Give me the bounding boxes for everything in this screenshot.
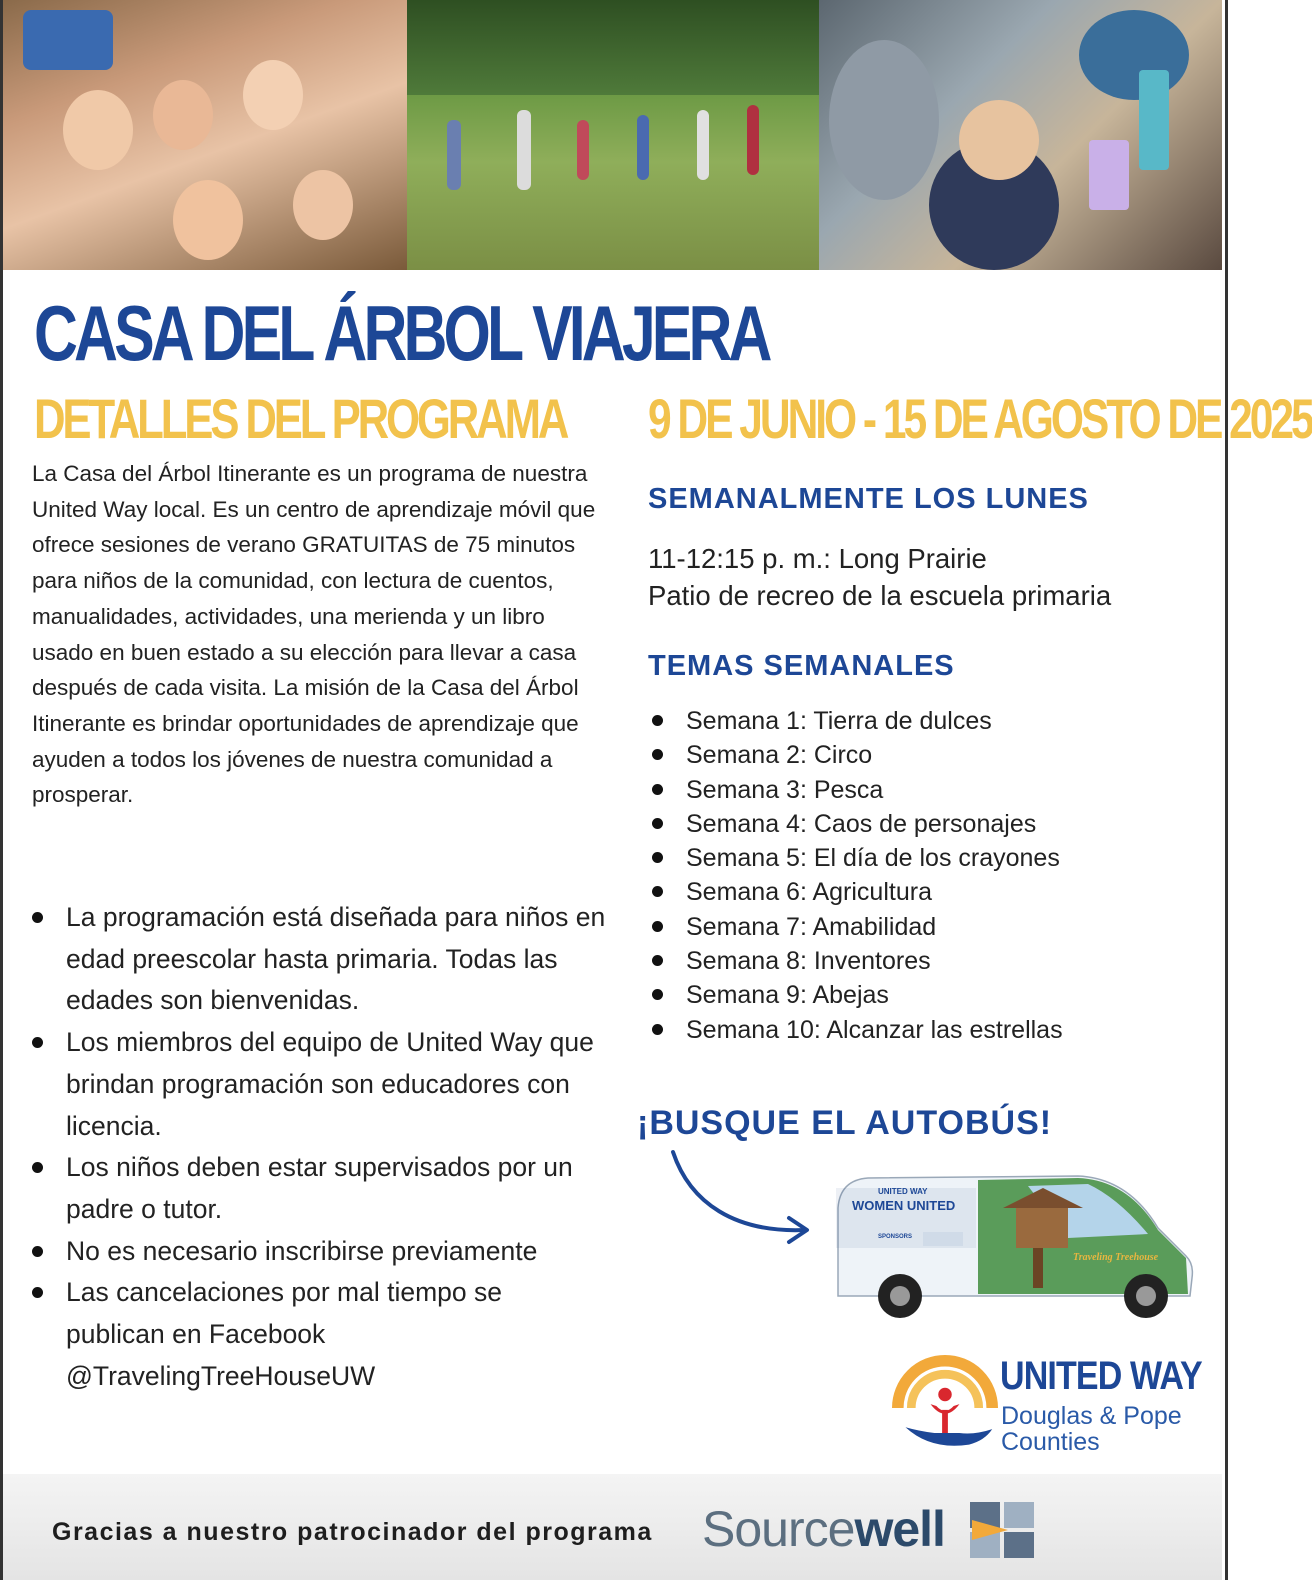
van-label-women-united: WOMEN UNITED bbox=[852, 1198, 956, 1213]
sponsor-thanks: Gracias a nuestro patrocinador del programa bbox=[52, 1518, 653, 1546]
list-item: Semana 7: Amabilidad bbox=[648, 910, 1063, 944]
list-item: No es necesario inscribirse previamente bbox=[32, 1231, 607, 1273]
united-way-region-line2: Counties bbox=[1001, 1428, 1100, 1456]
united-way-region-line1: Douglas & Pope bbox=[1001, 1402, 1182, 1430]
united-way-name: UNITED WAY bbox=[1000, 1354, 1202, 1398]
sponsor-logo-text bbox=[702, 1500, 945, 1558]
van-label-sponsors: SPONSORS bbox=[878, 1234, 913, 1240]
list-item: Semana 4: Caos de personajes bbox=[648, 807, 1063, 841]
photo-crafts bbox=[819, 0, 1222, 270]
themes-heading: TEMAS SEMANALES bbox=[648, 650, 955, 682]
list-item: Semana 5: El día de los crayones bbox=[648, 841, 1063, 875]
van-label-traveling-treehouse: Traveling Treehouse bbox=[1073, 1252, 1159, 1263]
program-details-heading: DETALLES DEL PROGRAMA bbox=[34, 387, 567, 450]
program-description: La Casa del Árbol Itinerante es un programa de nuestra United Way local. Es un centro de aprendizaje móvil que ofrece sesiones de verano GRATUITAS de 75 minutos para niños de la comunidad, con lectura de cuentos, manualidades, actividades, una merienda y un libro usado en buen estado a su elección para llevar a casa después de cada visita. La misión de la Casa del Árbol Itinerante es brindar oportunidades de aprendizaje que ayuden a todos los jóvenes de nuestra comunidad a prosperar. bbox=[32, 461, 596, 808]
list-item: Semana 6: Agricultura bbox=[648, 875, 1063, 909]
list-item: Semana 1: Tierra de dulces bbox=[648, 704, 1063, 738]
list-item: Semana 3: Pesca bbox=[648, 773, 1063, 807]
sponsor-name-light: Source bbox=[702, 1501, 855, 1557]
list-item: La programación está diseñada para niños en edad preescolar hasta primaria. Todas las edades son bienvenidas. bbox=[32, 897, 607, 1022]
schedule-time: 11-12:15 p. m.: Long Prairie bbox=[648, 543, 987, 574]
schedule-heading: SEMANALMENTE LOS LUNES bbox=[648, 483, 1089, 515]
curved-arrow-icon bbox=[665, 1148, 825, 1258]
list-item: Semana 2: Circo bbox=[648, 738, 1063, 772]
list-item: Los miembros del equipo de United Way que brindan programación son educadores con licencia. bbox=[32, 1022, 607, 1147]
schedule-details bbox=[648, 540, 1111, 614]
page-title: CASA DEL ÁRBOL VIAJERA bbox=[34, 289, 769, 377]
bus-heading: ¡BUSQUE EL AUTOBÚS! bbox=[637, 1104, 1053, 1142]
van-label-united-way: UNITED WAY bbox=[878, 1187, 928, 1196]
photo-strip bbox=[3, 0, 1222, 270]
photo-outdoor-activity bbox=[407, 0, 819, 270]
sourcewell-mark-icon bbox=[968, 1500, 1038, 1560]
schedule-place: Patio de recreo de la escuela primaria bbox=[648, 580, 1112, 611]
bus-van-image bbox=[828, 1168, 1198, 1328]
list-item: Semana 8: Inventores bbox=[648, 944, 1063, 978]
program-dates: 9 DE JUNIO - 15 DE AGOSTO DE 2025 bbox=[648, 387, 1312, 450]
list-item: Los niños deben estar supervisados por un padre o tutor. bbox=[32, 1147, 607, 1230]
photo-storytime bbox=[3, 0, 407, 270]
united-way-logo-icon bbox=[892, 1354, 998, 1460]
list-item: Las cancelaciones por mal tiempo se publican en Facebook @TravelingTreeHouseUW bbox=[32, 1272, 607, 1397]
list-item: Semana 10: Alcanzar las estrellas bbox=[648, 1013, 1063, 1047]
sponsor-name-bold: well bbox=[854, 1501, 945, 1557]
weekly-themes-list bbox=[648, 704, 1063, 1047]
list-item: Semana 9: Abejas bbox=[648, 978, 1063, 1012]
program-rules-list bbox=[32, 897, 607, 1397]
